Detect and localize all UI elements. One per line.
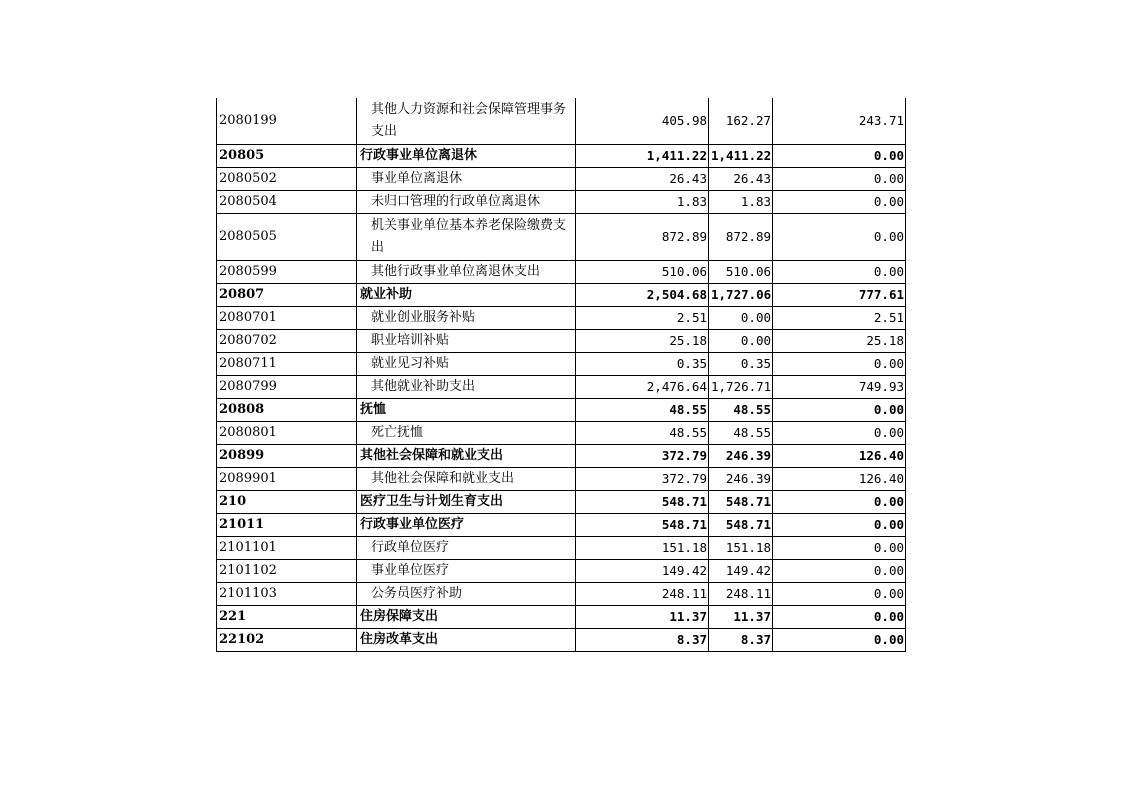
project-expenditure-cell: 0.00 — [773, 491, 906, 514]
subject-name-cell: 死亡抚恤 — [357, 422, 576, 445]
project-expenditure-cell: 0.00 — [773, 191, 906, 214]
basic-expenditure-cell: 48.55 — [709, 399, 773, 422]
project-expenditure-cell: 777.61 — [773, 284, 906, 307]
table-row — [217, 168, 906, 191]
subject-code-cell: 2080702 — [217, 330, 357, 353]
subject-code-cell: 2080504 — [217, 191, 357, 214]
budget-table — [216, 98, 906, 652]
total-amount-cell: 48.55 — [576, 422, 709, 445]
basic-expenditure-cell: 162.27 — [709, 98, 773, 145]
subject-name-cell: 其他就业补助支出 — [357, 376, 576, 399]
total-amount-cell: 548.71 — [576, 514, 709, 537]
basic-expenditure-cell: 151.18 — [709, 537, 773, 560]
subject-name-cell: 事业单位医疗 — [357, 560, 576, 583]
table-row — [217, 307, 906, 330]
project-expenditure-cell: 0.00 — [773, 399, 906, 422]
subject-name-cell: 未归口管理的行政单位离退休 — [357, 191, 576, 214]
project-expenditure-cell: 0.00 — [773, 583, 906, 606]
total-amount-cell: 405.98 — [576, 98, 709, 145]
subject-name-cell: 住房改革支出 — [357, 629, 576, 652]
total-amount-cell: 248.11 — [576, 583, 709, 606]
basic-expenditure-cell: 1,411.22 — [709, 145, 773, 168]
subject-name-cell: 行政单位医疗 — [357, 537, 576, 560]
table-row — [217, 261, 906, 284]
basic-expenditure-cell: 246.39 — [709, 445, 773, 468]
total-amount-cell: 548.71 — [576, 491, 709, 514]
project-expenditure-cell: 0.00 — [773, 214, 906, 261]
table-row — [217, 514, 906, 537]
table-row — [217, 537, 906, 560]
table-row — [217, 284, 906, 307]
subject-code-cell: 20808 — [217, 399, 357, 422]
project-expenditure-cell: 0.00 — [773, 514, 906, 537]
subject-code-cell: 2080799 — [217, 376, 357, 399]
subject-code-cell: 2080711 — [217, 353, 357, 376]
table-row — [217, 422, 906, 445]
basic-expenditure-cell: 0.00 — [709, 307, 773, 330]
subject-name-cell: 行政事业单位离退休 — [357, 145, 576, 168]
total-amount-cell: 0.35 — [576, 353, 709, 376]
total-amount-cell: 2.51 — [576, 307, 709, 330]
subject-code-cell: 2101103 — [217, 583, 357, 606]
basic-expenditure-cell: 872.89 — [709, 214, 773, 261]
basic-expenditure-cell: 149.42 — [709, 560, 773, 583]
total-amount-cell: 2,504.68 — [576, 284, 709, 307]
subject-name-cell: 其他人力资源和社会保障管理事务支出 — [357, 98, 576, 145]
total-amount-cell: 151.18 — [576, 537, 709, 560]
total-amount-cell: 25.18 — [576, 330, 709, 353]
table-row — [217, 330, 906, 353]
total-amount-cell: 1.83 — [576, 191, 709, 214]
project-expenditure-cell: 126.40 — [773, 468, 906, 491]
basic-expenditure-cell: 0.00 — [709, 330, 773, 353]
table-row — [217, 191, 906, 214]
basic-expenditure-cell: 48.55 — [709, 422, 773, 445]
subject-code-cell: 2080502 — [217, 168, 357, 191]
basic-expenditure-cell: 548.71 — [709, 514, 773, 537]
subject-code-cell: 2080505 — [217, 214, 357, 261]
project-expenditure-cell: 0.00 — [773, 422, 906, 445]
total-amount-cell: 372.79 — [576, 468, 709, 491]
total-amount-cell: 11.37 — [576, 606, 709, 629]
subject-code-cell: 2080199 — [217, 98, 357, 145]
project-expenditure-cell: 2.51 — [773, 307, 906, 330]
basic-expenditure-cell: 0.35 — [709, 353, 773, 376]
basic-expenditure-cell: 1,727.06 — [709, 284, 773, 307]
subject-name-cell: 其他行政事业单位离退休支出 — [357, 261, 576, 284]
project-expenditure-cell: 0.00 — [773, 168, 906, 191]
total-amount-cell: 1,411.22 — [576, 145, 709, 168]
subject-code-cell: 20807 — [217, 284, 357, 307]
project-expenditure-cell: 25.18 — [773, 330, 906, 353]
total-amount-cell: 2,476.64 — [576, 376, 709, 399]
subject-name-cell: 就业创业服务补贴 — [357, 307, 576, 330]
project-expenditure-cell: 126.40 — [773, 445, 906, 468]
table-row — [217, 491, 906, 514]
project-expenditure-cell: 0.00 — [773, 629, 906, 652]
basic-expenditure-cell: 510.06 — [709, 261, 773, 284]
table-row — [217, 583, 906, 606]
table-row — [217, 353, 906, 376]
subject-code-cell: 2089901 — [217, 468, 357, 491]
table-body — [217, 98, 906, 652]
project-expenditure-cell: 0.00 — [773, 353, 906, 376]
project-expenditure-cell: 749.93 — [773, 376, 906, 399]
subject-code-cell: 22102 — [217, 629, 357, 652]
total-amount-cell: 48.55 — [576, 399, 709, 422]
total-amount-cell: 872.89 — [576, 214, 709, 261]
total-amount-cell: 510.06 — [576, 261, 709, 284]
table-row — [217, 606, 906, 629]
table-row — [217, 98, 906, 145]
table-row — [217, 445, 906, 468]
total-amount-cell: 149.42 — [576, 560, 709, 583]
subject-name-cell: 医疗卫生与计划生育支出 — [357, 491, 576, 514]
project-expenditure-cell: 0.00 — [773, 261, 906, 284]
table-row — [217, 560, 906, 583]
subject-name-cell: 抚恤 — [357, 399, 576, 422]
basic-expenditure-cell: 248.11 — [709, 583, 773, 606]
basic-expenditure-cell: 548.71 — [709, 491, 773, 514]
basic-expenditure-cell: 11.37 — [709, 606, 773, 629]
subject-name-cell: 就业见习补贴 — [357, 353, 576, 376]
subject-name-cell: 职业培训补贴 — [357, 330, 576, 353]
subject-name-cell: 机关事业单位基本养老保险缴费支出 — [357, 214, 576, 261]
total-amount-cell: 372.79 — [576, 445, 709, 468]
table-row — [217, 145, 906, 168]
table-row — [217, 399, 906, 422]
subject-name-cell: 就业补助 — [357, 284, 576, 307]
basic-expenditure-cell: 246.39 — [709, 468, 773, 491]
project-expenditure-cell: 0.00 — [773, 537, 906, 560]
subject-code-cell: 2080701 — [217, 307, 357, 330]
subject-name-cell: 住房保障支出 — [357, 606, 576, 629]
table-row — [217, 214, 906, 261]
subject-code-cell: 20899 — [217, 445, 357, 468]
project-expenditure-cell: 0.00 — [773, 145, 906, 168]
subject-name-cell: 其他社会保障和就业支出 — [357, 445, 576, 468]
basic-expenditure-cell: 1,726.71 — [709, 376, 773, 399]
table-row — [217, 376, 906, 399]
subject-code-cell: 21011 — [217, 514, 357, 537]
subject-code-cell: 2101102 — [217, 560, 357, 583]
project-expenditure-cell: 243.71 — [773, 98, 906, 145]
table-row — [217, 468, 906, 491]
subject-code-cell: 221 — [217, 606, 357, 629]
subject-code-cell: 20805 — [217, 145, 357, 168]
total-amount-cell: 8.37 — [576, 629, 709, 652]
subject-code-cell: 2101101 — [217, 537, 357, 560]
basic-expenditure-cell: 26.43 — [709, 168, 773, 191]
subject-code-cell: 2080801 — [217, 422, 357, 445]
subject-name-cell: 公务员医疗补助 — [357, 583, 576, 606]
subject-name-cell: 行政事业单位医疗 — [357, 514, 576, 537]
basic-expenditure-cell: 8.37 — [709, 629, 773, 652]
project-expenditure-cell: 0.00 — [773, 606, 906, 629]
table-row — [217, 629, 906, 652]
basic-expenditure-cell: 1.83 — [709, 191, 773, 214]
subject-code-cell: 2080599 — [217, 261, 357, 284]
subject-name-cell: 事业单位离退休 — [357, 168, 576, 191]
total-amount-cell: 26.43 — [576, 168, 709, 191]
project-expenditure-cell: 0.00 — [773, 560, 906, 583]
subject-code-cell: 210 — [217, 491, 357, 514]
subject-name-cell: 其他社会保障和就业支出 — [357, 468, 576, 491]
